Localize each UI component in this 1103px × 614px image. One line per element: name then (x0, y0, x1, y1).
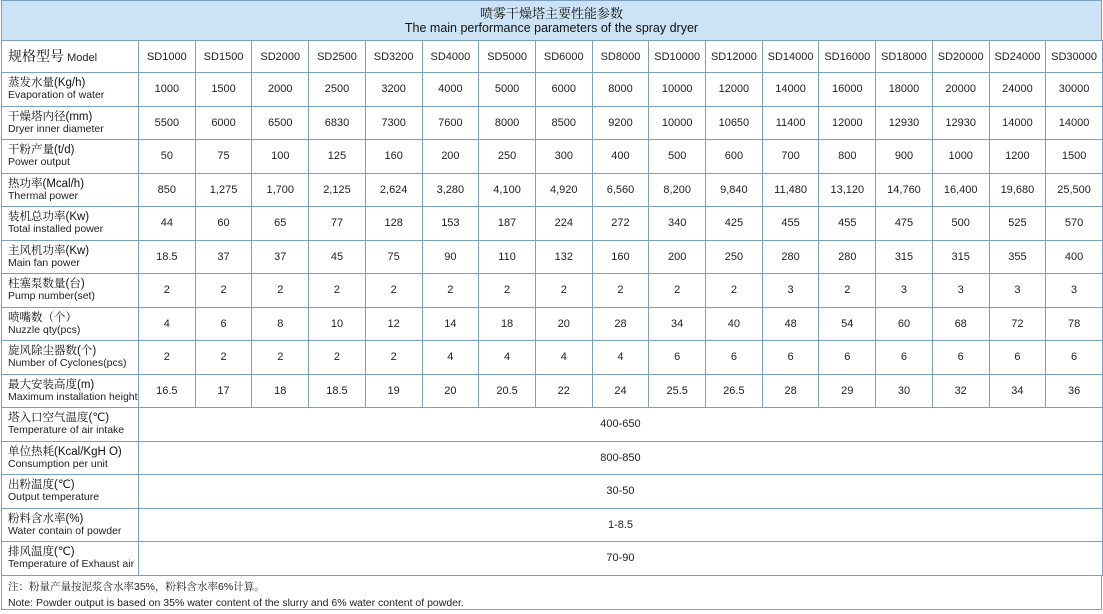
value-cell: 8500 (535, 106, 592, 140)
value-cell: 455 (762, 207, 819, 241)
value-cell: 24 (592, 374, 649, 408)
value-cell: 37 (195, 240, 252, 274)
value-cell: 12000 (706, 73, 763, 107)
note-english: Note: Powder output is based on 35% water content of the slurry and 6% water content of powder. (8, 596, 464, 609)
value-cell: 34 (649, 307, 706, 341)
value-cell: 315 (932, 240, 989, 274)
parameter-row (2, 73, 1103, 107)
value-cell: 68 (932, 307, 989, 341)
value-cell: 30000 (1046, 73, 1103, 107)
parameter-row (2, 341, 1103, 375)
parameter-label (2, 441, 139, 475)
parameter-label-english: Number of Cyclones(pcs) (8, 357, 127, 370)
header-row (2, 41, 1103, 73)
value-cell: 12930 (932, 106, 989, 140)
value-cell: 6500 (252, 106, 309, 140)
value-cell: 20 (422, 374, 479, 408)
value-cell: 132 (535, 240, 592, 274)
parameter-label (2, 140, 139, 174)
value-cell: 2 (139, 341, 196, 375)
merged-value-cell: 70-90 (139, 542, 1103, 576)
value-cell: 6000 (535, 73, 592, 107)
value-cell: 6 (762, 341, 819, 375)
value-cell: 12000 (819, 106, 876, 140)
model-column-header: SD5000 (479, 41, 536, 73)
value-cell: 60 (195, 207, 252, 241)
parameter-label-chinese: 柱塞泵数量(台) (8, 278, 85, 291)
value-cell: 4 (535, 341, 592, 375)
parameter-label (2, 73, 139, 107)
value-cell: 14000 (1046, 106, 1103, 140)
value-cell: 4 (592, 341, 649, 375)
value-cell: 54 (819, 307, 876, 341)
value-cell: 5500 (139, 106, 196, 140)
value-cell: 6 (876, 341, 933, 375)
value-cell: 26.5 (706, 374, 763, 408)
parameter-label (2, 207, 139, 241)
value-cell: 18.5 (139, 240, 196, 274)
parameter-label-english: Nuzzle qty(pcs) (8, 323, 81, 336)
value-cell: 160 (365, 140, 422, 174)
parameter-label-english: Thermal power (8, 189, 79, 202)
value-cell: 12930 (876, 106, 933, 140)
value-cell: 44 (139, 207, 196, 241)
model-column-header: SD18000 (876, 41, 933, 73)
value-cell: 850 (139, 173, 196, 207)
parameter-label-chinese: 主风机功率(Kw) (8, 244, 90, 257)
model-column-header: SD20000 (932, 41, 989, 73)
value-cell: 570 (1046, 207, 1103, 241)
parameter-row (2, 240, 1103, 274)
parameter-label-chinese: 粉料含水率(%) (8, 512, 84, 525)
model-column-header: SD3200 (365, 41, 422, 73)
value-cell: 16.5 (139, 374, 196, 408)
merged-value-cell: 400-650 (139, 408, 1103, 442)
value-cell: 10000 (649, 106, 706, 140)
value-cell: 1500 (1046, 140, 1103, 174)
value-cell: 400 (1046, 240, 1103, 274)
value-cell: 28 (762, 374, 819, 408)
value-cell: 3,280 (422, 173, 479, 207)
value-cell: 250 (479, 140, 536, 174)
merged-parameter-row (2, 542, 1103, 576)
value-cell: 800 (819, 140, 876, 174)
value-cell: 18 (252, 374, 309, 408)
value-cell: 2,624 (365, 173, 422, 207)
value-cell: 250 (706, 240, 763, 274)
parameter-label-chinese: 装机总功率(Kw) (8, 211, 90, 224)
value-cell: 1000 (932, 140, 989, 174)
value-cell: 400 (592, 140, 649, 174)
value-cell: 90 (422, 240, 479, 274)
parameter-label (2, 374, 139, 408)
parameter-row (2, 106, 1103, 140)
value-cell: 2 (422, 274, 479, 308)
value-cell: 13,120 (819, 173, 876, 207)
value-cell: 10000 (649, 73, 706, 107)
value-cell: 6,560 (592, 173, 649, 207)
parameter-label-english: Total installed power (8, 223, 104, 236)
value-cell: 6 (706, 341, 763, 375)
value-cell: 4000 (422, 73, 479, 107)
value-cell: 28 (592, 307, 649, 341)
value-cell: 2 (252, 341, 309, 375)
parameter-label (2, 307, 139, 341)
model-label-english: Model (67, 51, 98, 64)
value-cell: 40 (706, 307, 763, 341)
spray-dryer-spec-sheet (1, 0, 1102, 610)
parameter-label-english: Temperature of air intake (8, 424, 125, 437)
merged-parameter-row (2, 475, 1103, 509)
model-header-cell (2, 41, 139, 73)
parameter-label-english: Output temperature (8, 491, 100, 504)
value-cell: 2500 (309, 73, 366, 107)
value-cell: 6 (649, 341, 706, 375)
value-cell: 14000 (989, 106, 1046, 140)
value-cell: 2 (649, 274, 706, 308)
parameter-label-chinese: 旋风除尘器数(个) (8, 345, 97, 358)
model-column-header: SD16000 (819, 41, 876, 73)
parameter-label-chinese: 热功率(Mcal/h) (8, 177, 85, 190)
value-cell: 77 (309, 207, 366, 241)
value-cell: 3 (932, 274, 989, 308)
value-cell: 1,275 (195, 173, 252, 207)
parameter-row (2, 307, 1103, 341)
value-cell: 425 (706, 207, 763, 241)
value-cell: 100 (252, 140, 309, 174)
value-cell: 8,200 (649, 173, 706, 207)
value-cell: 300 (535, 140, 592, 174)
value-cell: 48 (762, 307, 819, 341)
value-cell: 900 (876, 140, 933, 174)
value-cell: 75 (195, 140, 252, 174)
value-cell: 2 (252, 274, 309, 308)
value-cell: 14,760 (876, 173, 933, 207)
merged-value-cell: 30-50 (139, 475, 1103, 509)
value-cell: 12 (365, 307, 422, 341)
value-cell: 280 (819, 240, 876, 274)
model-column-header: SD14000 (762, 41, 819, 73)
value-cell: 272 (592, 207, 649, 241)
table-notes (1, 576, 1102, 610)
value-cell: 2 (365, 274, 422, 308)
parameter-label-chinese: 干粉产量(t/d) (8, 144, 75, 157)
parameter-row (2, 274, 1103, 308)
value-cell: 500 (649, 140, 706, 174)
model-column-header: SD1000 (139, 41, 196, 73)
value-cell: 9200 (592, 106, 649, 140)
parameter-label (2, 274, 139, 308)
merged-parameter-row (2, 508, 1103, 542)
parameter-label (2, 341, 139, 375)
value-cell: 36 (1046, 374, 1103, 408)
merged-value-cell: 800-850 (139, 441, 1103, 475)
model-column-header: SD12000 (706, 41, 763, 73)
value-cell: 187 (479, 207, 536, 241)
value-cell: 200 (649, 240, 706, 274)
model-column-header: SD2500 (309, 41, 366, 73)
value-cell: 4,920 (535, 173, 592, 207)
value-cell: 8000 (592, 73, 649, 107)
value-cell: 75 (365, 240, 422, 274)
value-cell: 3 (989, 274, 1046, 308)
value-cell: 600 (706, 140, 763, 174)
parameter-label (2, 106, 139, 140)
value-cell: 2 (592, 274, 649, 308)
value-cell: 8 (252, 307, 309, 341)
value-cell: 2000 (252, 73, 309, 107)
parameter-label (2, 240, 139, 274)
value-cell: 10650 (706, 106, 763, 140)
value-cell: 455 (819, 207, 876, 241)
title-english: The main performance parameters of the spray dryer (404, 20, 699, 35)
parameter-label-english: Power output (8, 156, 70, 169)
value-cell: 2 (195, 274, 252, 308)
value-cell: 2 (365, 341, 422, 375)
model-column-header: SD2000 (252, 41, 309, 73)
value-cell: 20.5 (479, 374, 536, 408)
parameter-label-chinese: 干燥塔内径(mm) (8, 110, 93, 123)
value-cell: 2 (195, 341, 252, 375)
value-cell: 6000 (195, 106, 252, 140)
value-cell: 60 (876, 307, 933, 341)
value-cell: 2 (309, 341, 366, 375)
value-cell: 65 (252, 207, 309, 241)
value-cell: 45 (309, 240, 366, 274)
value-cell: 160 (592, 240, 649, 274)
note-chinese: 注：粉量产量按泥浆含水率35%，粉料含水率6%计算。 (8, 580, 265, 593)
value-cell: 700 (762, 140, 819, 174)
value-cell: 3 (876, 274, 933, 308)
parameter-label-english: Dryer inner diameter (8, 122, 104, 135)
value-cell: 2,125 (309, 173, 366, 207)
parameter-label-chinese: 出粉温度(℃) (8, 479, 75, 492)
value-cell: 110 (479, 240, 536, 274)
value-cell: 153 (422, 207, 479, 241)
model-column-header: SD6000 (535, 41, 592, 73)
value-cell: 7300 (365, 106, 422, 140)
value-cell: 22 (535, 374, 592, 408)
value-cell: 2 (479, 274, 536, 308)
value-cell: 8000 (479, 106, 536, 140)
parameter-label-english: Consumption per unit (8, 457, 108, 470)
value-cell: 25.5 (649, 374, 706, 408)
parameter-label-english: Evaporation of water (8, 89, 105, 102)
value-cell: 17 (195, 374, 252, 408)
parameter-label-chinese: 排风温度(℃) (8, 546, 75, 559)
value-cell: 14000 (762, 73, 819, 107)
value-cell: 2 (819, 274, 876, 308)
value-cell: 25,500 (1046, 173, 1103, 207)
model-column-header: SD10000 (649, 41, 706, 73)
parameter-row (2, 374, 1103, 408)
value-cell: 19,680 (989, 173, 1046, 207)
value-cell: 10 (309, 307, 366, 341)
value-cell: 3 (762, 274, 819, 308)
parameter-label-chinese: 最大安装高度(m) (8, 378, 95, 391)
parameter-label (2, 408, 139, 442)
value-cell: 20000 (932, 73, 989, 107)
value-cell: 4 (139, 307, 196, 341)
value-cell: 6 (195, 307, 252, 341)
value-cell: 2 (139, 274, 196, 308)
value-cell: 2 (535, 274, 592, 308)
model-label-chinese: 规格型号 (8, 47, 64, 64)
title-chinese: 喷雾干燥塔主要性能参数 (479, 5, 623, 21)
model-column-header: SD24000 (989, 41, 1046, 73)
parameter-label-chinese: 喷嘴数（个） (8, 311, 77, 324)
merged-parameter-row (2, 408, 1103, 442)
parameter-label-english: Maximum installation height (8, 390, 138, 403)
value-cell: 525 (989, 207, 1046, 241)
value-cell: 340 (649, 207, 706, 241)
value-cell: 72 (989, 307, 1046, 341)
value-cell: 200 (422, 140, 479, 174)
parameter-label (2, 173, 139, 207)
value-cell: 128 (365, 207, 422, 241)
value-cell: 355 (989, 240, 1046, 274)
value-cell: 6 (989, 341, 1046, 375)
value-cell: 32 (932, 374, 989, 408)
value-cell: 4 (479, 341, 536, 375)
value-cell: 37 (252, 240, 309, 274)
value-cell: 9,840 (706, 173, 763, 207)
value-cell: 6830 (309, 106, 366, 140)
value-cell: 475 (876, 207, 933, 241)
parameter-row (2, 173, 1103, 207)
parameter-label (2, 542, 139, 576)
model-column-header: SD4000 (422, 41, 479, 73)
value-cell: 4 (422, 341, 479, 375)
value-cell: 11,480 (762, 173, 819, 207)
value-cell: 20 (535, 307, 592, 341)
model-column-header: SD1500 (195, 41, 252, 73)
value-cell: 16,400 (932, 173, 989, 207)
parameter-label-english: Water contain of powder (8, 524, 122, 537)
value-cell: 16000 (819, 73, 876, 107)
value-cell: 3 (1046, 274, 1103, 308)
parameter-label-english: Temperature of Exhaust air (8, 558, 135, 571)
parameter-row (2, 207, 1103, 241)
table-title (1, 0, 1102, 40)
parameter-label-chinese: 蒸发水量(Kg/h) (8, 77, 86, 90)
parameter-label-english: Pump number(set) (8, 290, 95, 303)
parameter-label-english: Main fan power (8, 256, 80, 269)
merged-value-cell: 1-8.5 (139, 508, 1103, 542)
value-cell: 280 (762, 240, 819, 274)
value-cell: 34 (989, 374, 1046, 408)
value-cell: 50 (139, 140, 196, 174)
parameter-label (2, 508, 139, 542)
value-cell: 315 (876, 240, 933, 274)
value-cell: 5000 (479, 73, 536, 107)
parameter-label (2, 475, 139, 509)
value-cell: 1200 (989, 140, 1046, 174)
parameter-row (2, 140, 1103, 174)
value-cell: 19 (365, 374, 422, 408)
value-cell: 1,700 (252, 173, 309, 207)
value-cell: 18 (479, 307, 536, 341)
value-cell: 2 (706, 274, 763, 308)
value-cell: 14 (422, 307, 479, 341)
value-cell: 125 (309, 140, 366, 174)
spec-table (1, 40, 1103, 576)
value-cell: 11400 (762, 106, 819, 140)
model-column-header: SD30000 (1046, 41, 1103, 73)
value-cell: 78 (1046, 307, 1103, 341)
model-column-header: SD8000 (592, 41, 649, 73)
value-cell: 30 (876, 374, 933, 408)
value-cell: 24000 (989, 73, 1046, 107)
value-cell: 18000 (876, 73, 933, 107)
value-cell: 29 (819, 374, 876, 408)
value-cell: 1000 (139, 73, 196, 107)
value-cell: 18.5 (309, 374, 366, 408)
value-cell: 3200 (365, 73, 422, 107)
value-cell: 2 (309, 274, 366, 308)
merged-parameter-row (2, 441, 1103, 475)
parameter-label-chinese: 单位热耗(Kcal/KgH O) (8, 445, 122, 458)
value-cell: 4,100 (479, 173, 536, 207)
value-cell: 1500 (195, 73, 252, 107)
value-cell: 6 (932, 341, 989, 375)
value-cell: 6 (1046, 341, 1103, 375)
parameter-label-chinese: 塔入口空气温度(℃) (8, 412, 110, 425)
value-cell: 500 (932, 207, 989, 241)
value-cell: 7600 (422, 106, 479, 140)
value-cell: 6 (819, 341, 876, 375)
value-cell: 224 (535, 207, 592, 241)
